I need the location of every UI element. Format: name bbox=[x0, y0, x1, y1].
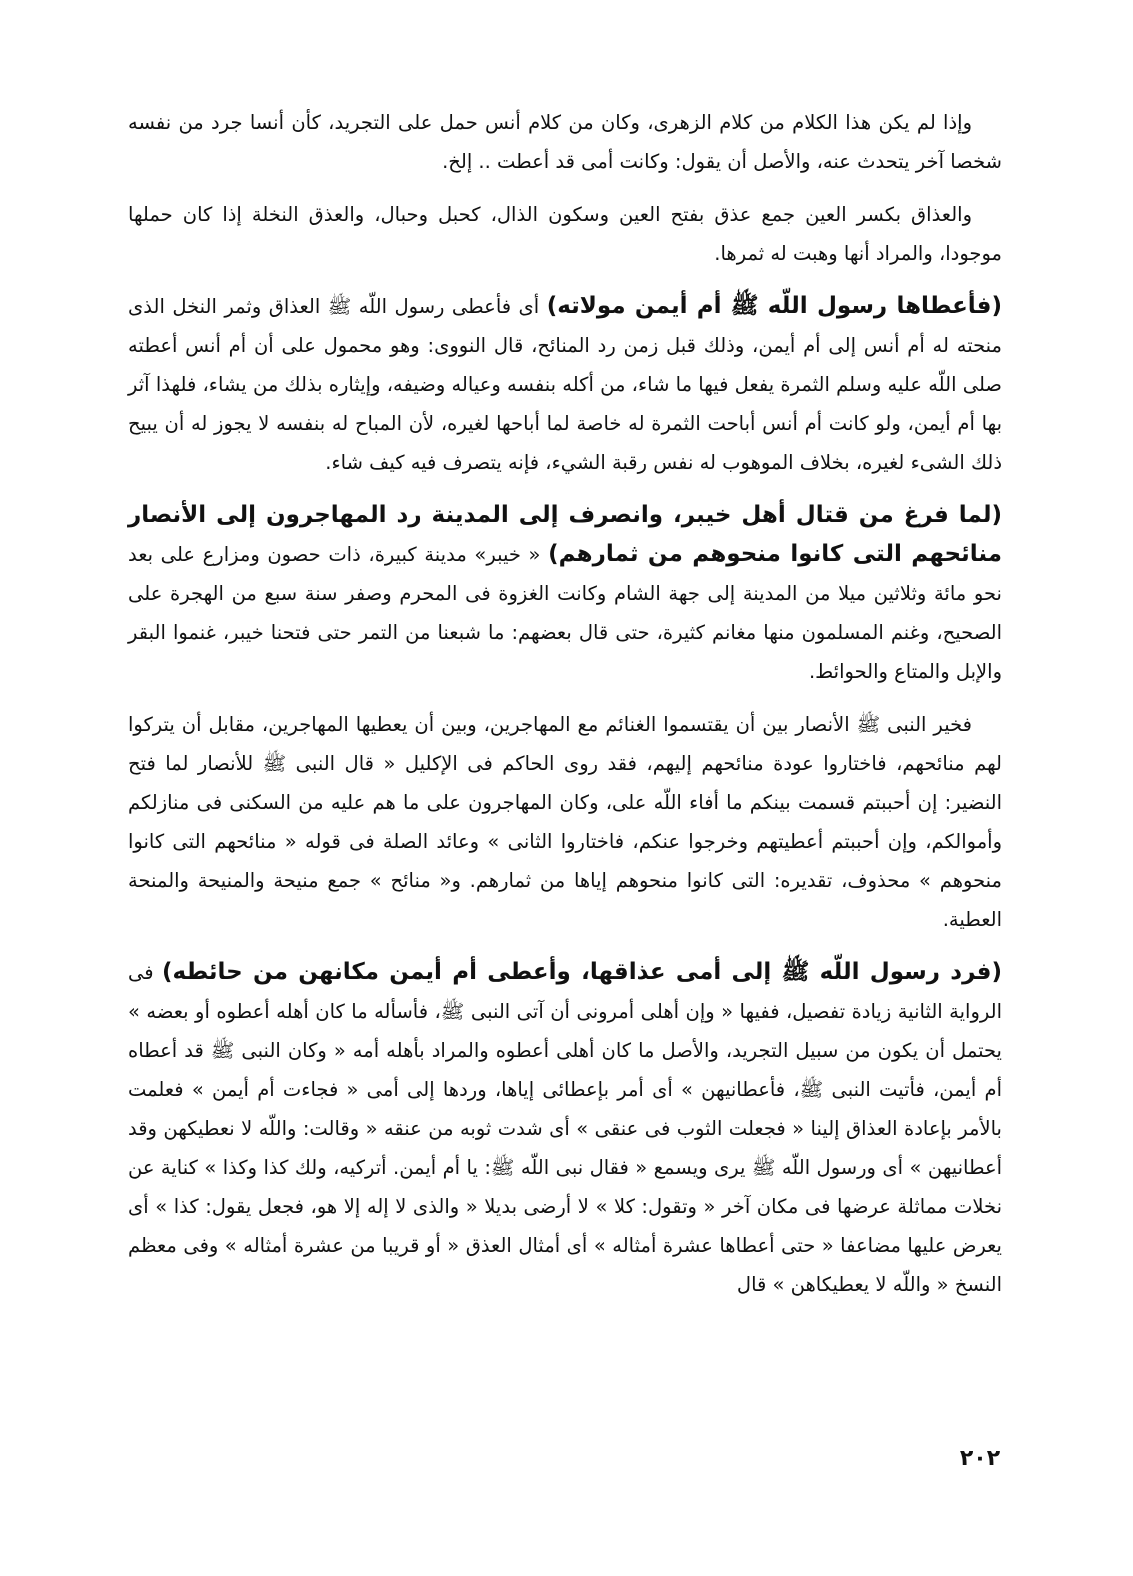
paragraph-umm-ayman bbox=[128, 287, 1002, 482]
paragraph-ansar-choice bbox=[128, 705, 1002, 939]
hadith-quote: (فأعطاها رسول اللّه ﷺ أم أيمن مولاته) bbox=[546, 293, 1002, 319]
paragraph-text: فى الرواية الثانية زيادة تفصيل، ففيها « وإن أهلى أمرونى أن آتى النبى ﷺ، فأسأله ما كان أهله أعطوه أو بعضه » يحتمل أن يكون من سبيل التجريد، والأصل ما كان أهلى أعطوه والمراد بأهله أمه « وكان النبى ﷺ قد أعطاه أم أيمن، فأتيت النبى ﷺ، فأعطانيهن » أى أمر بإعطائى إياها، وردها إلى أمى « فجاءت أم أيمن » فعلمت بالأمر بإعادة العذاق إلينا « فجعلت الثوب فى عنقى » أى شدت ثوبه من عنقه « وقالت: واللّه لا نعطيكهن وقد أعطانيهن » أى ورسول اللّه ﷺ يرى ويسمع « فقال نبى اللّه ﷺ: يا أم أيمن. أتركيه، ولك كذا وكذا » كناية عن نخلات مماثلة عرضها فى مكان آخر « وتقول: كلا » لا أرضى بديلا « والذى لا إله إلا هو، فجعل يقول: كذا » أى يعرض عليها مضاعفا « حتى أعطاها عشرة أمثاله » أى أمثال العذق « أو قريبا من عشرة أمثاله » وفى معظم النسخ « واللّه لا يعطيكاهن » قال bbox=[128, 961, 1002, 1296]
hadith-quote: (لما فرغ من قتال أهل خيبر، وانصرف إلى المدينة رد المهاجرون إلى الأنصار منائحهم التى كانوا منحوهم من ثمارهم) bbox=[128, 502, 1002, 567]
page-number: ٢٠٢ bbox=[959, 1446, 1001, 1471]
paragraph-tajrid bbox=[128, 103, 1002, 181]
paragraph-text: والعذاق بكسر العين جمع عذق بفتح العين وسكون الذال، كحبل وحبال، والعذق النخلة إذا كان حملها موجودا، والمراد أنها وهبت له ثمرها. bbox=[128, 203, 1002, 265]
paragraph-text: أى فأعطى رسول اللّه ﷺ العذاق وثمر النخل الذى منحته له أم أنس إلى أم أيمن، وذلك قبل زمن رد المنائح، قال النووى: وهو محمول على أن أم أنس أعطته صلى اللّه عليه وسلم الثمرة يفعل فيها ما شاء، من أكله بنفسه وعياله وضيفه، وإيثاره بذلك من يشاء، فلهذا آثر بها أم أيمن، ولو كانت أم أنس أباحت الثمرة له خاصة لما أباحها لغيره، لأن المباح له بنفسه لا يجوز له أن يبيح ذلك الشىء لغيره، بخلاف الموهوب له نفس رقبة الشيء، فإنه يتصرف فيه كيف شاء. bbox=[128, 295, 1002, 474]
hadith-quote: (فرد رسول اللّه ﷺ إلى أمى عذاقها، وأعطى أم أيمن مكانهن من حائطه) bbox=[162, 959, 1002, 985]
paragraph-text: فخير النبى ﷺ الأنصار بين أن يقتسموا الغنائم مع المهاجرين، وبين أن يعطيها المهاجرين، مقابل أن يتركوا لهم منائحهم، فاختاروا عودة منائحهم إليهم، فقد روى الحاكم فى الإكليل « قال النبى ﷺ للأنصار لما فتح النضير: إن أحببتم قسمت بينكم ما أفاء اللّه على، وكان المهاجرون على ما هم عليه من السكنى فى منازلكم وأموالكم، وإن أحببتم أعطيتهم وخرجوا عنكم، فاختاروا الثانى » وعائد الصلة فى قوله « منائحهم التى كانوا منحوهم » محذوف، تقديره: التى كانوا منحوهم إياها من ثمارهم. و« منائح » جمع منيحة والمنيحة والمنحة العطية. bbox=[128, 713, 1002, 931]
page-body bbox=[128, 103, 1002, 1318]
paragraph-text: « خيبر» مدينة كبيرة، ذات حصون ومزارع على بعد نحو مائة وثلاثين ميلا من المدينة إلى جهة الشام وكانت الغزوة فى المحرم وصفر سنة سبع من الهجرة على الصحيح، وغنم المسلمون منها مغانم كثيرة، حتى قال بعضهم: ما شبعنا من التمر حتى فتحنا خيبر، غنموا البقر والإبل والمتاع والحوائط. bbox=[128, 543, 1002, 683]
paragraph-return-idhaq bbox=[128, 953, 1002, 1304]
paragraph-idhaq-definition bbox=[128, 195, 1002, 273]
paragraph-text: وإذا لم يكن هذا الكلام من كلام الزهرى، وكان من كلام أنس حمل على التجريد، كأن أنسا جرد من نفسه شخصا آخر يتحدث عنه، والأصل أن يقول: وكانت أمى قد أعطت .. إلخ. bbox=[128, 111, 1002, 173]
paragraph-khaybar bbox=[128, 496, 1002, 691]
